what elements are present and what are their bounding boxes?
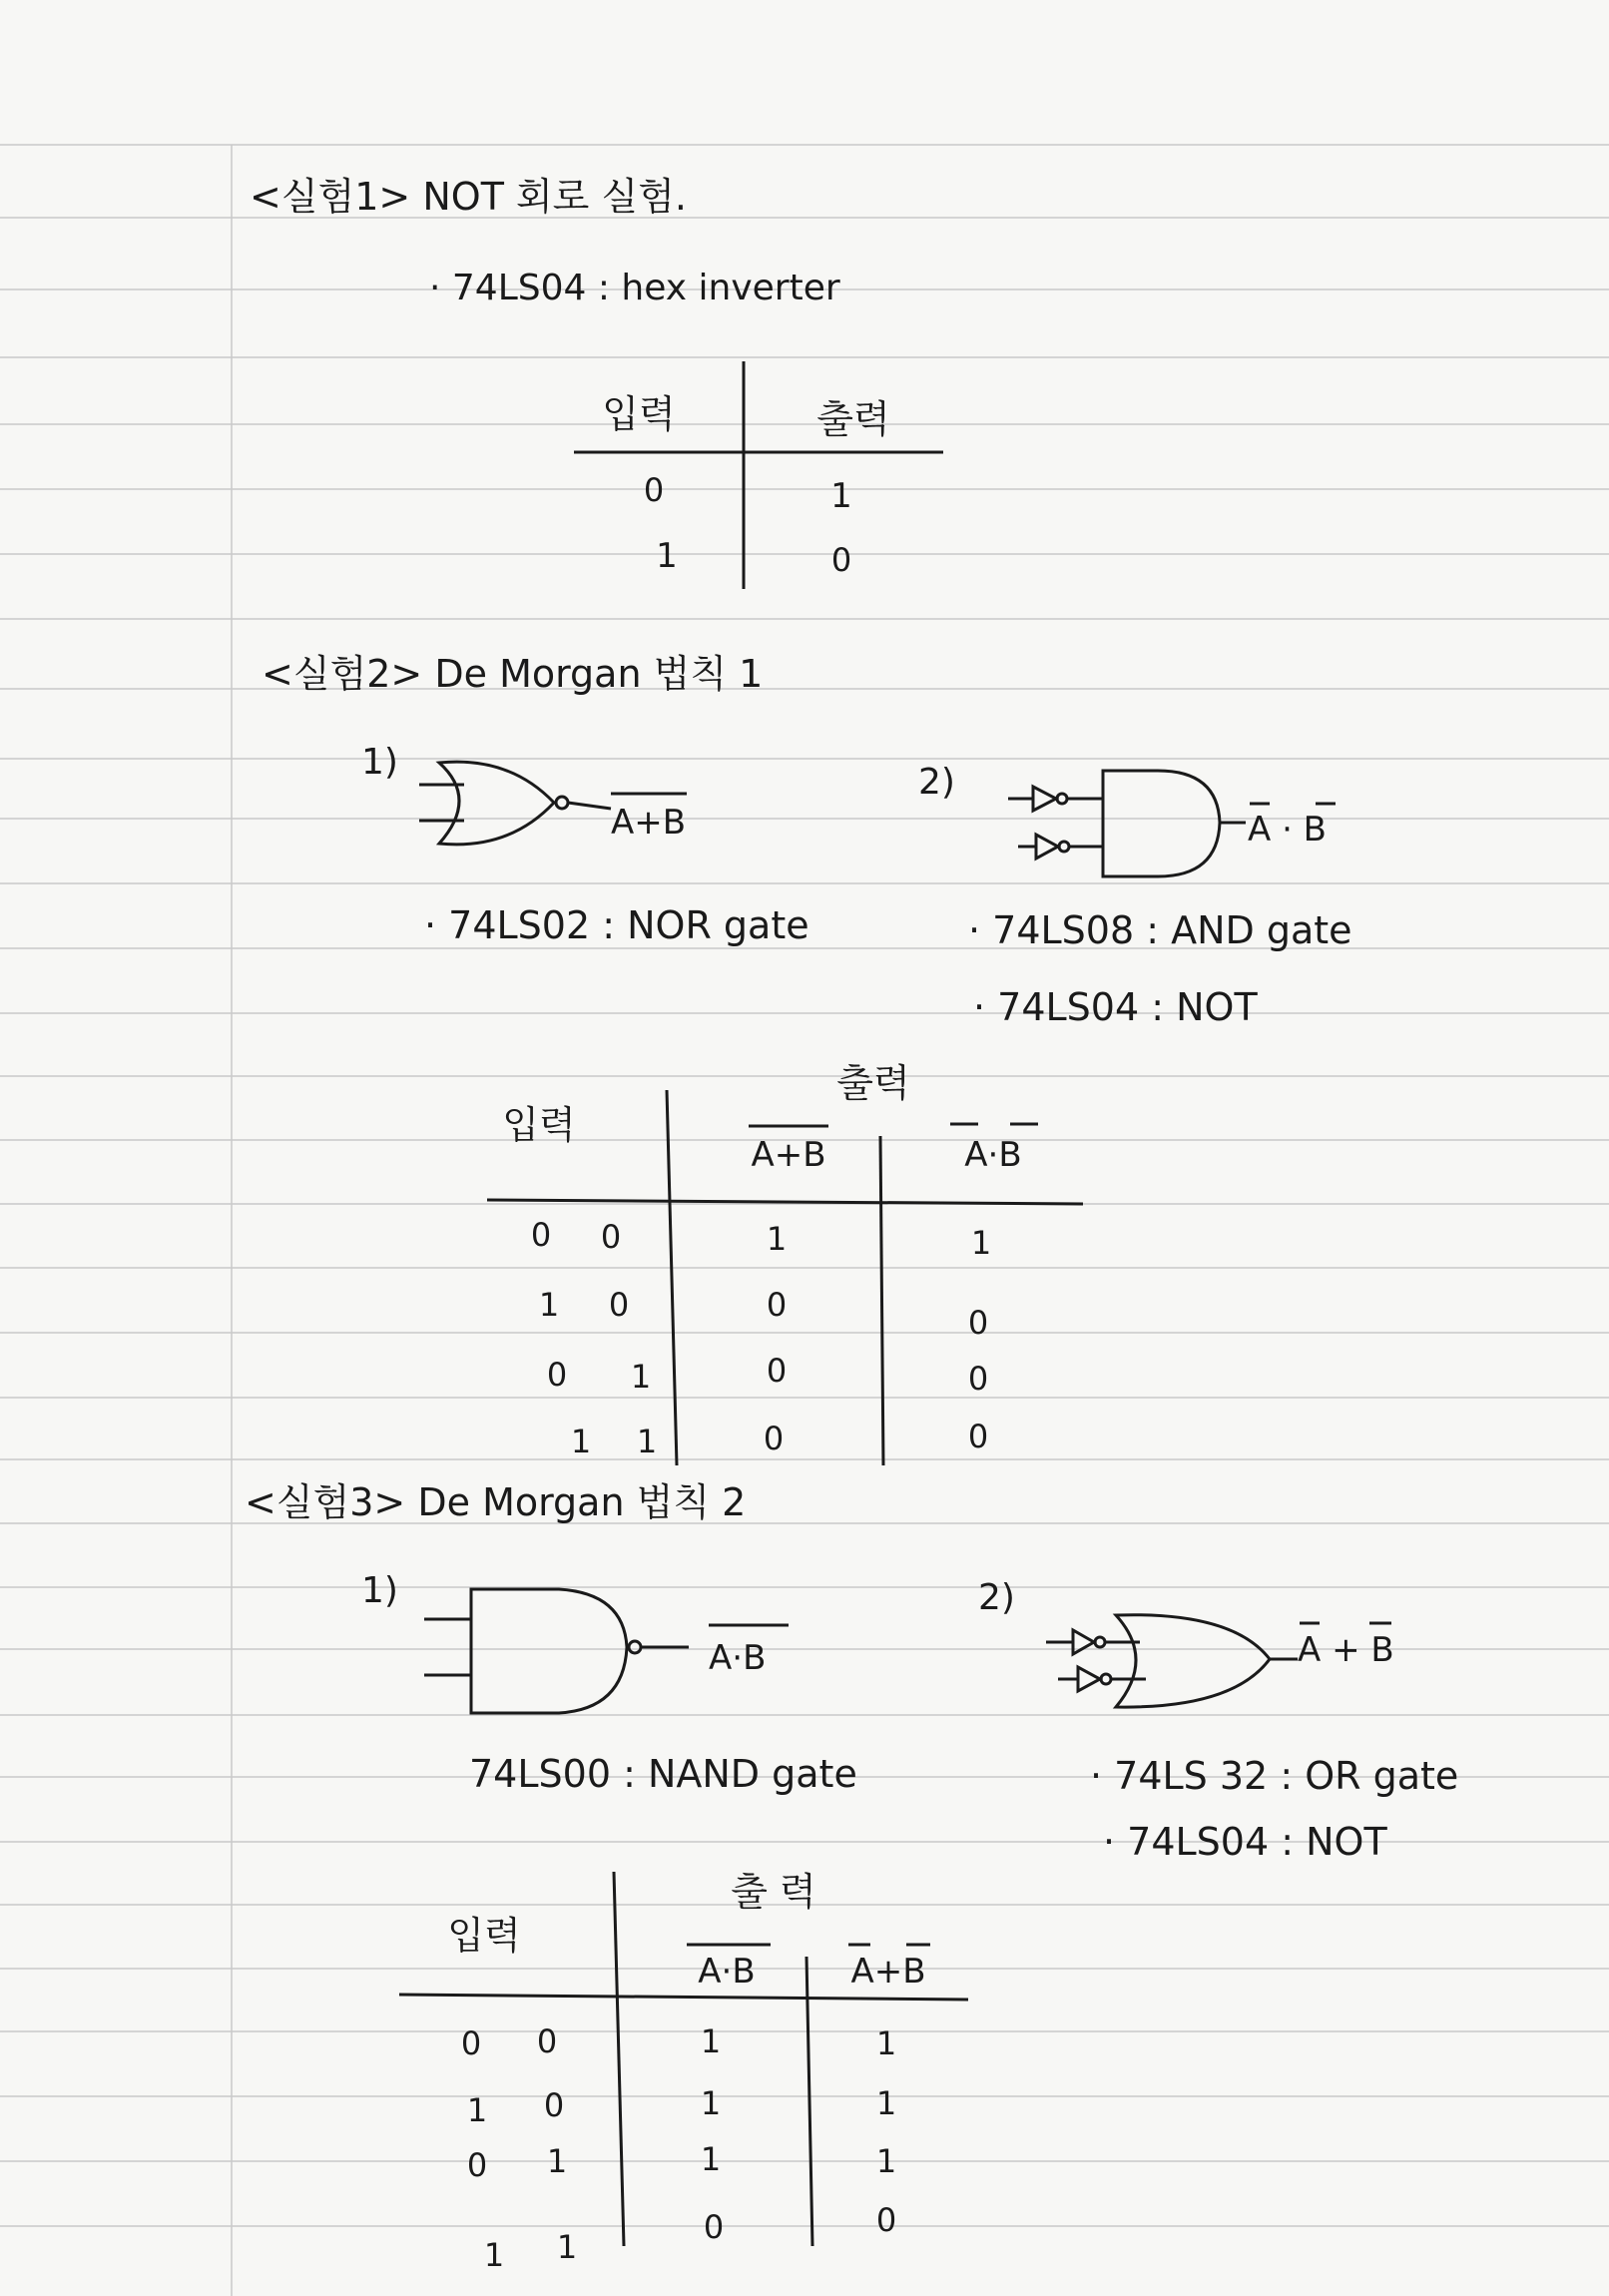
- exp2-circuit2-output: A · B: [1248, 810, 1328, 850]
- exp2-r2-a: 1: [538, 1286, 560, 1324]
- exp2-output-header: 출력: [836, 1061, 910, 1105]
- exp2-r1-b: 0: [600, 1218, 622, 1256]
- exp3-r4-c2: 0: [875, 2201, 897, 2239]
- exp2-circuit1-chip: · 74LS02 : NOR gate: [424, 903, 809, 947]
- exp3-col1-header: A·B: [698, 1952, 756, 1992]
- exp2-heading: <실험2> De Morgan 법칙 1: [262, 652, 764, 696]
- exp3-nand-gate-symbol: [424, 1589, 689, 1713]
- ruled-lines: [0, 145, 1609, 2226]
- exp2-truth-table: [487, 1061, 1083, 1465]
- exp3-r1-c2: 1: [875, 2024, 897, 2062]
- exp3-circuit2-chip1: · 74LS 32 : OR gate: [1090, 1754, 1459, 1798]
- exp3-or-gate-symbol: [1046, 1615, 1298, 1707]
- exp3-r2-c2: 1: [875, 2084, 897, 2122]
- exp3-r3-b: 1: [546, 2142, 568, 2180]
- exp2-circuit1-output: A+B: [611, 803, 687, 843]
- exp2-r3-a: 0: [546, 1356, 568, 1394]
- exp3-circuit1-chip: 74LS00 : NAND gate: [469, 1752, 857, 1796]
- exp2-r4-a: 1: [570, 1423, 592, 1460]
- exp1-heading: <실험1> NOT 회로 실험.: [250, 175, 687, 219]
- exp3-r3-a: 0: [466, 2146, 488, 2184]
- exp3-circuit1-output: A·B: [709, 1638, 767, 1678]
- exp3-heading: <실험3> De Morgan 법칙 2: [245, 1480, 747, 1524]
- exp2-and-gate-symbol: [1008, 771, 1246, 876]
- exp2-circuit2-chip2: · 74LS04 : NOT: [973, 985, 1258, 1029]
- exp2-r3-b: 1: [630, 1358, 652, 1396]
- exp2-circuit2-number: 2): [918, 762, 955, 803]
- exp3-r4-b: 1: [556, 2228, 578, 2266]
- exp2-col1-header: A+B: [751, 1135, 826, 1175]
- exp2-circuit2-chip1: · 74LS08 : AND gate: [968, 908, 1352, 952]
- exp2-r3-c2: 0: [967, 1360, 989, 1398]
- exp2-nor-gate-symbol: [419, 762, 611, 845]
- exp2-r2-b: 0: [608, 1286, 630, 1324]
- exp3-r1-b: 0: [536, 2022, 558, 2060]
- exp3-r1-a: 0: [460, 2024, 482, 2062]
- exp3-r2-a: 1: [466, 2091, 488, 2129]
- exp1-row1-output: 1: [830, 476, 852, 516]
- exp1-row2-input: 1: [656, 536, 678, 576]
- exp2-r1-a: 0: [530, 1216, 552, 1254]
- exp3-circuit2-chip2: · 74LS04 : NOT: [1103, 1820, 1387, 1864]
- exp1-row1-input: 0: [643, 471, 665, 509]
- exp3-r4-a: 1: [483, 2236, 505, 2274]
- exp2-r2-c2: 0: [967, 1304, 989, 1342]
- exp3-input-header: 입력: [447, 1914, 521, 1958]
- exp1-row2-output: 0: [830, 541, 852, 579]
- exp2-r1-c1: 1: [766, 1220, 788, 1258]
- exp2-r1-c2: 1: [970, 1224, 992, 1262]
- exp3-r1-c1: 1: [700, 2022, 722, 2060]
- exp3-r3-c2: 1: [875, 2142, 897, 2180]
- exp2-r4-b: 1: [636, 1423, 658, 1460]
- exp3-r3-c1: 1: [700, 2140, 722, 2178]
- exp1-output-header: 출력: [816, 397, 890, 441]
- exp2-circuit1-number: 1): [361, 742, 398, 783]
- exp1-input-header: 입력: [602, 392, 676, 436]
- exp3-r2-c1: 1: [700, 2084, 722, 2122]
- exp3-r2-b: 0: [543, 2086, 565, 2124]
- exp3-circuit2-number: 2): [978, 1577, 1015, 1618]
- exp2-input-header: 입력: [502, 1103, 576, 1147]
- exp3-r4-c1: 0: [703, 2208, 725, 2246]
- exp1-truth-table: [574, 361, 943, 589]
- exp1-chip-label: · 74LS04 : hex inverter: [429, 268, 840, 308]
- exp3-truth-table: [399, 1870, 968, 2274]
- exp2-r3-c1: 0: [766, 1352, 788, 1390]
- exp2-r4-c2: 0: [967, 1418, 989, 1455]
- exp3-circuit2-output: A + B: [1298, 1630, 1394, 1670]
- exp2-r4-c1: 0: [763, 1420, 785, 1457]
- exp2-col2-header: A·B: [964, 1135, 1022, 1175]
- exp3-circuit1-number: 1): [361, 1570, 398, 1611]
- exp2-r2-c1: 0: [766, 1286, 788, 1324]
- exp3-col2-header: A+B: [850, 1952, 926, 1992]
- exp3-output-header: 출 력: [731, 1870, 816, 1914]
